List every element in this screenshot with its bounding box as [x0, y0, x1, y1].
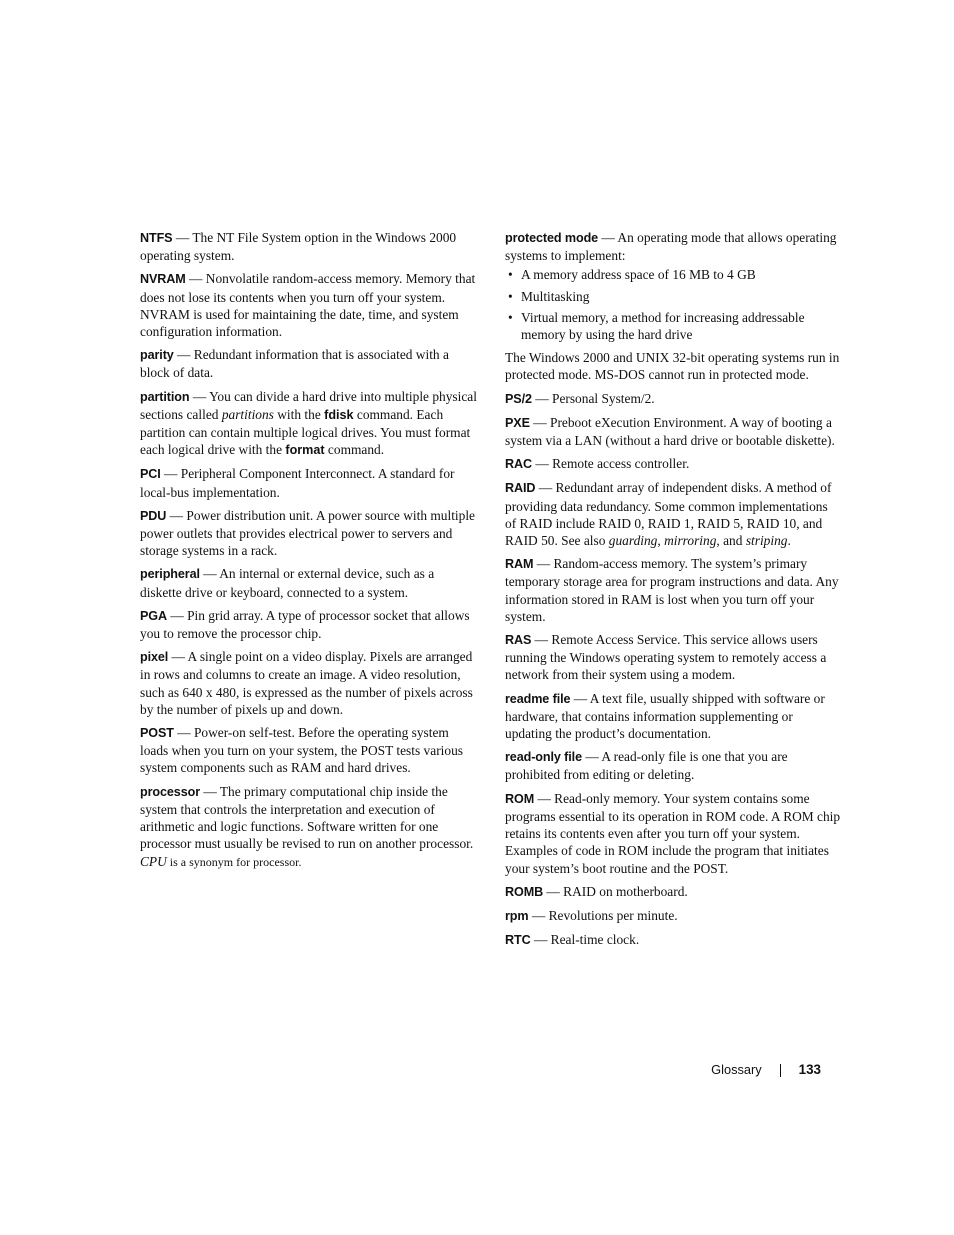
entry-rac	[505, 455, 842, 473]
definition-nvram: — Nonvolatile random-access memory. Memory that does not lose its contents when you turn off your system. NVRAM is used for maintaining the date, time, and system configuration information.	[140, 271, 476, 340]
definition-ras: — Remote Access Service. This service allows users running the Windows operating system to remotely access a network from their system using a modem.	[505, 632, 827, 683]
list-item-text: Multitasking	[521, 288, 590, 304]
definition-partition-part4: command.	[324, 442, 385, 458]
term-romb: ROMB	[505, 884, 544, 899]
entry-read-only-file	[505, 748, 842, 783]
term-partition: partition	[140, 389, 190, 404]
list-item	[505, 266, 842, 283]
term-pdu: PDU	[140, 508, 167, 523]
definition-raid-italic-mirroring: mirroring	[664, 533, 717, 549]
entry-pga	[140, 607, 478, 642]
definition-pci: — Peripheral Component Interconnect. A standard for local-bus implementation.	[140, 466, 455, 500]
term-parity: parity	[140, 348, 174, 363]
definition-processor-part2: is a synonym for processor.	[166, 854, 302, 869]
definition-pxe: — Preboot eXecution Environment. A way of booting a system via a LAN (without a hard drive or bootable diskette).	[505, 414, 835, 449]
command-format: format	[285, 443, 325, 458]
definition-ram: — Random-access memory. The system’s primary temporary storage area for program instructions and data. Any information stored in RAM is lost when you turn off your system.	[505, 556, 839, 624]
entry-romb	[505, 883, 842, 901]
entry-pixel	[140, 648, 478, 718]
protected-mode-paragraph: The Windows 2000 and UNIX 32-bit operating systems run in protected mode. MS-DOS cannot run in protected mode.	[505, 350, 840, 383]
definition-raid-italic-guarding: guarding	[608, 533, 658, 549]
term-rom: ROM	[505, 791, 535, 806]
term-ntfs: NTFS	[140, 231, 173, 245]
definition-pixel: — A single point on a video display. Pixels are arranged in rows and columns to create an image. A video resolution, such as 640 x 480, is expressed as the number of pixels across by the number of pixels up and down.	[140, 649, 473, 717]
entry-post	[140, 724, 478, 777]
command-fdisk: fdisk	[324, 407, 354, 422]
entry-pdu	[140, 507, 478, 560]
term-post: POST	[140, 726, 174, 741]
glossary-left-column	[140, 229, 478, 877]
term-pci: PCI	[140, 467, 161, 482]
definition-rom: — Read-only memory. Your system contains some programs essential to its operation in ROM code. A ROM chip retains its contents even after you turn off your system. Examples of code in ROM include the program that initiates your system’s boot routine and the POST.	[505, 790, 841, 876]
term-protected-mode: protected mode	[505, 231, 599, 245]
footer-divider	[780, 1064, 781, 1077]
list-item	[505, 309, 842, 343]
entry-ras	[505, 631, 842, 684]
list-item-text: A memory address space of 16 MB to 4 GB	[521, 267, 756, 283]
glossary-right-column	[505, 229, 842, 955]
definition-ntfs: — The NT File System option in the Windows 2000 operating system.	[140, 230, 457, 264]
definition-partition-part2: with the	[273, 406, 325, 422]
bullet-icon: •	[508, 267, 513, 283]
entry-readme-file	[505, 690, 842, 743]
definition-partition-part1: — You can divide a hard drive into multiple physical sections called	[140, 388, 477, 422]
term-readme-file: readme file	[505, 691, 571, 706]
definition-raid-part2: ,	[657, 533, 665, 549]
entry-raid	[505, 479, 842, 549]
definition-pdu: — Power distribution unit. A power source with multiple power outlets that provides electrical power to servers and storage systems in a rack.	[140, 507, 475, 559]
entry-rom	[505, 790, 842, 877]
entry-protected-mode	[505, 229, 842, 264]
entry-processor	[140, 783, 478, 871]
definition-rpm: — Revolutions per minute.	[528, 907, 678, 923]
entry-ps2	[505, 390, 842, 408]
definition-ps2: — Personal System/2.	[531, 390, 655, 406]
footer-section-title: Glossary	[711, 1062, 762, 1077]
definition-rtc: — Real-time clock.	[530, 932, 640, 948]
definition-read-only-file: — A read-only file is one that you are prohibited from editing or deleting.	[505, 749, 788, 783]
definition-raid-part1: — Redundant array of independent disks. A method of providing data redundancy. Some common implementations of RAID include RAID 0, RAID 1, RAID 5, RAID 10, and RAID 50. See also	[505, 480, 832, 549]
entry-ntfs	[140, 229, 478, 264]
bullet-icon: •	[508, 288, 513, 304]
definition-partition-part3: command. Each partition can contain multiple logical drives. You must format each logical drive with the	[140, 406, 471, 458]
entry-peripheral	[140, 565, 478, 600]
term-rpm: rpm	[505, 908, 529, 923]
term-rtc: RTC	[505, 933, 531, 948]
entry-ram	[505, 555, 842, 625]
term-raid: RAID	[505, 481, 536, 496]
definition-parity: — Redundant information that is associated with a block of data.	[140, 347, 449, 381]
definition-raid-part3: , and	[716, 533, 746, 549]
protected-mode-list	[505, 266, 842, 343]
list-item	[505, 288, 842, 305]
definition-readme-file: — A text file, usually shipped with software or hardware, that contains information supplementing or updating the product’s documentation.	[505, 690, 825, 742]
definition-processor-part1: — The primary computational chip inside the system that controls the interpretation and execution of arithmetic and logic functions. Software written for one processor must usually be revised to run on another processor.	[140, 783, 474, 852]
page-footer	[711, 1061, 821, 1079]
definition-processor-italic: CPU	[140, 853, 167, 869]
entry-nvram	[140, 270, 478, 340]
definition-rac: — Remote access controller.	[532, 456, 690, 472]
definition-pga: — Pin grid array. A type of processor socket that allows you to remove the processor chip.	[140, 607, 470, 642]
bullet-icon: •	[508, 309, 513, 325]
definition-romb: — RAID on motherboard.	[543, 883, 688, 899]
term-pixel: pixel	[140, 650, 169, 665]
term-read-only-file: read-only file	[505, 750, 582, 765]
definition-raid-part4: .	[787, 533, 791, 549]
term-pga: PGA	[140, 608, 167, 623]
term-pxe: PXE	[505, 415, 530, 430]
term-ram: RAM	[505, 557, 534, 572]
definition-raid-italic-striping: striping	[745, 533, 788, 549]
definition-post: — Power-on self-test. Before the operating system loads when you turn on your system, the POST tests various system components such as RAM and hard drives.	[140, 725, 463, 776]
term-rac: RAC	[505, 457, 532, 472]
term-peripheral: peripheral	[140, 567, 200, 582]
entry-rpm	[505, 907, 842, 925]
term-ras: RAS	[505, 633, 532, 648]
entry-pxe	[505, 414, 842, 449]
term-ps2: PS/2	[505, 391, 532, 406]
entry-pci	[140, 465, 478, 500]
page-number: 133	[798, 1062, 821, 1077]
definition-peripheral: — An internal or external device, such as a diskette drive or keyboard, connected to a system.	[140, 566, 435, 600]
entry-partition	[140, 388, 478, 460]
term-processor: processor	[140, 784, 200, 799]
term-nvram: NVRAM	[140, 272, 186, 287]
entry-rtc	[505, 931, 842, 949]
definition-protected-mode: — An operating mode that allows operating systems to implement:	[505, 230, 837, 264]
entry-parity	[140, 346, 478, 381]
list-item-text: Virtual memory, a method for increasing addressable memory by using the hard drive	[521, 309, 805, 343]
definition-partition-italic: partitions	[221, 406, 274, 422]
